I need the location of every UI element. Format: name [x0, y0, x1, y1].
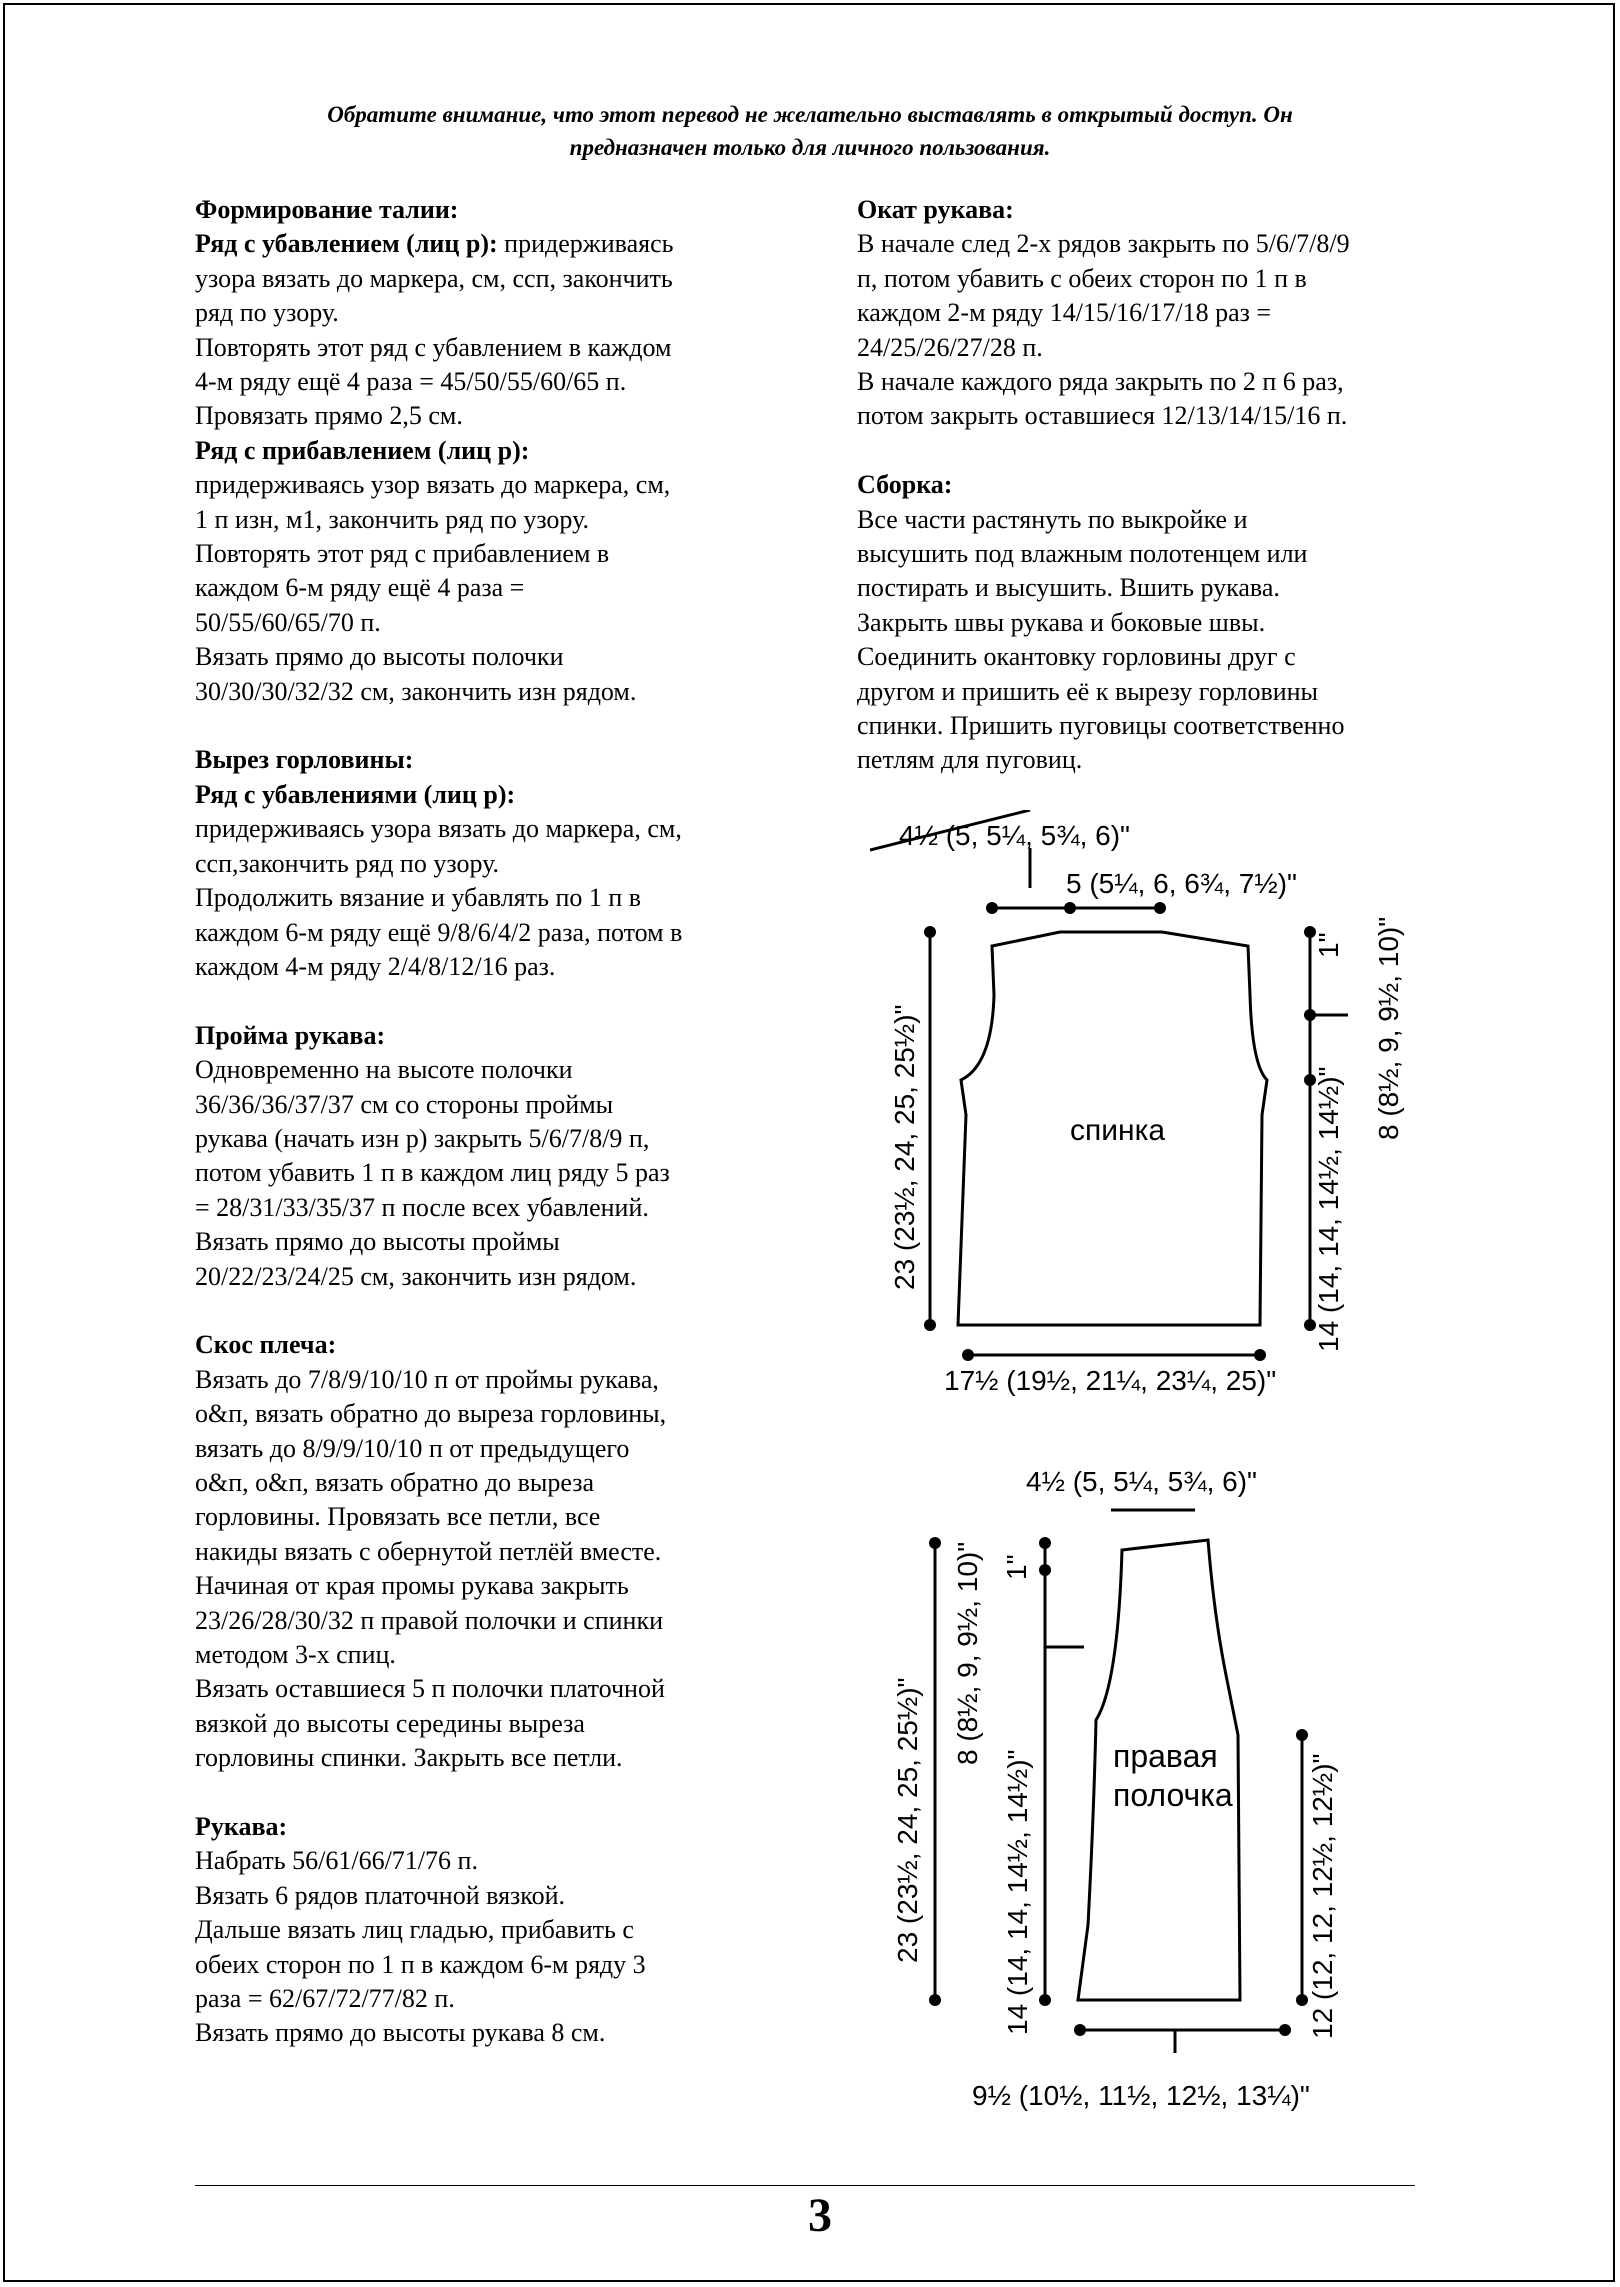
text-line	[195, 1122, 785, 1156]
body-text: Начиная от края промы рукава закрыть	[195, 1571, 629, 1601]
body-text: 1 п изн, м1, закончить ряд по узору.	[195, 504, 589, 534]
body-text: методом 3-х спиц.	[195, 1640, 396, 1670]
body-text: другом и пришить её к вырезу горловины	[857, 676, 1319, 706]
paragraph-gap	[195, 709, 785, 743]
back-bottom-dim: 17½ (19½, 21¼, 23¼, 25)"	[944, 1365, 1277, 1396]
text-line	[857, 743, 1457, 777]
translation-notice	[190, 98, 1430, 164]
text-line	[195, 1191, 785, 1225]
text-line	[857, 262, 1457, 296]
text-line	[195, 365, 785, 399]
text-line	[195, 1053, 785, 1087]
text-line	[195, 1672, 785, 1706]
back-piece-label: спинка	[1070, 1114, 1166, 1147]
front-piece-label-line1: правая	[1113, 1738, 1218, 1774]
body-text: спинки. Пришить пуговицы соответственно	[857, 711, 1345, 741]
text-line	[857, 709, 1457, 743]
body-text: потом убавить 1 п в каждом лиц ряду 5 раз	[195, 1158, 670, 1188]
back-piece-diagram	[870, 810, 1430, 1410]
bold-heading: Сборка:	[857, 470, 953, 500]
front-edge-dim: 12 (12, 12, 12½, 12½)"	[1307, 1753, 1338, 2039]
body-text: придерживаясь	[497, 229, 674, 259]
front-shoulder-dim: 1"	[1001, 1554, 1032, 1580]
text-line	[195, 296, 785, 330]
text-line	[857, 296, 1457, 330]
back-top-left-dim: 4½ (5, 5¼, 5¾, 6)"	[899, 820, 1130, 851]
bold-heading: Ряд с убавлением (лиц р):	[195, 229, 498, 259]
text-line	[195, 1913, 785, 1947]
body-text: 23/26/28/30/32 п правой полочки и спинки	[195, 1605, 664, 1635]
body-text: ряд по узору.	[195, 298, 339, 328]
paragraph-gap	[195, 1776, 785, 1810]
text-line	[857, 537, 1457, 571]
body-text: петлям для пуговиц.	[857, 745, 1083, 775]
paragraph-gap	[195, 984, 785, 1018]
body-text: каждом 2-м ряду 14/15/16/17/18 раз =	[857, 298, 1272, 328]
right-text-column	[857, 193, 1457, 778]
text-line	[857, 571, 1457, 605]
text-line	[195, 1363, 785, 1397]
text-line	[857, 675, 1457, 709]
body-text: Одновременно на высоте полочки	[195, 1055, 573, 1085]
back-side-dim: 14 (14, 14, 14½, 14½)"	[1313, 1066, 1344, 1352]
front-total-height-dim: 23 (23½, 24, 25, 25½)"	[892, 1677, 923, 1963]
back-left-height-dim: 23 (23½, 24, 25, 25½)"	[889, 1004, 920, 1290]
body-text: каждом 4-м ряду 2/4/8/12/16 раз.	[195, 951, 556, 981]
body-text: Вязать прямо до высоты полочки	[195, 642, 564, 672]
body-text: Все части растянуть по выкройке и	[857, 504, 1248, 534]
body-text: узора вязать до маркера, см, ссп, закончить	[195, 263, 673, 293]
body-text: ссп,закончить ряд по узору.	[195, 848, 500, 878]
text-line	[195, 881, 785, 915]
text-line	[195, 227, 785, 261]
text-line	[857, 606, 1457, 640]
body-text: рукава (начать изн р) закрыть 5/6/7/8/9 п,	[195, 1123, 650, 1153]
text-line	[195, 1741, 785, 1775]
text-line	[195, 434, 785, 468]
front-side-dim: 14 (14, 14, 14½, 14½)"	[1002, 1749, 1033, 2035]
body-text: горловины. Провязать все петли, все	[195, 1502, 601, 1532]
body-text: придерживаясь узор вязать до маркера, см,	[195, 470, 671, 500]
text-line	[195, 743, 785, 777]
text-line	[195, 468, 785, 502]
page-number: 3	[808, 2189, 832, 2242]
body-text: вязать до 8/9/9/10/10 п от предыдущего	[195, 1433, 630, 1463]
front-armhole-dim: 8 (8½, 9, 9½, 10)"	[952, 1541, 983, 1765]
body-text: придерживаясь узора вязать до маркера, см,	[195, 814, 682, 844]
body-text: В начале каждого ряда закрыть по 2 п 6 раз,	[857, 367, 1344, 397]
text-line	[857, 227, 1457, 261]
body-text: Соединить окантовку горловины друг с	[857, 642, 1296, 672]
text-line	[195, 262, 785, 296]
text-line	[195, 950, 785, 984]
front-bottom-dim: 9½ (10½, 11½, 12½, 13¼)"	[972, 2080, 1310, 2111]
back-armhole-dim: 8 (8½, 9, 9½, 10)"	[1373, 916, 1404, 1140]
body-text: Набрать 56/61/66/71/76 п.	[195, 1846, 478, 1876]
text-line	[195, 1019, 785, 1053]
text-line	[195, 1432, 785, 1466]
text-line	[195, 2016, 785, 2050]
text-line	[195, 399, 785, 433]
text-line	[195, 1879, 785, 1913]
body-text: Вязать прямо до высоты проймы	[195, 1227, 560, 1257]
text-line	[857, 365, 1457, 399]
body-text: о&п, вязать обратно до выреза горловины,	[195, 1399, 667, 1429]
notice-line-2: предназначен только для личного пользования.	[569, 135, 1051, 160]
text-line	[195, 1604, 785, 1638]
text-line	[195, 537, 785, 571]
text-line	[195, 1328, 785, 1362]
front-top-dim: 4½ (5, 5¼, 5¾, 6)"	[1026, 1466, 1257, 1497]
text-line	[195, 1225, 785, 1259]
body-text: 4-м ряду ещё 4 раза = 45/50/55/60/65 п.	[195, 367, 627, 397]
body-text: Продолжить вязание и убавлять по 1 п в	[195, 883, 642, 913]
body-text: 36/36/36/37/37 см со стороны проймы	[195, 1089, 614, 1119]
bold-heading: Пройма рукава:	[195, 1020, 386, 1050]
bold-heading: Вырез горловины:	[195, 745, 414, 775]
text-line	[195, 1156, 785, 1190]
bold-heading: Рукава:	[195, 1812, 288, 1842]
text-line	[857, 640, 1457, 674]
text-line	[857, 468, 1457, 502]
body-text: 24/25/26/27/28 п.	[857, 332, 1043, 362]
paragraph-gap	[195, 1294, 785, 1328]
text-line	[195, 1844, 785, 1878]
text-line	[857, 503, 1457, 537]
text-line	[195, 1260, 785, 1294]
text-line	[195, 812, 785, 846]
back-top-right-dim: 5 (5¼, 6, 6¾, 7½)"	[1066, 868, 1297, 899]
body-text: постирать и высушить. Вшить рукава.	[857, 573, 1280, 603]
text-line	[195, 1500, 785, 1534]
text-line	[195, 1088, 785, 1122]
text-line	[195, 1466, 785, 1500]
bold-heading: Ряд с убавлениями (лиц р):	[195, 779, 516, 809]
body-text: раза = 62/67/72/77/82 п.	[195, 1984, 455, 2014]
body-text: Закрыть швы рукава и боковые швы.	[857, 607, 1266, 637]
text-line	[195, 1982, 785, 2016]
body-text: Повторять этот ряд с убавлением в каждом	[195, 332, 672, 362]
text-line	[195, 571, 785, 605]
front-piece-diagram	[870, 1455, 1430, 2125]
text-line	[195, 916, 785, 950]
text-line	[195, 1810, 785, 1844]
body-text: вязкой до высоты середины выреза	[195, 1708, 585, 1738]
back-shoulder-dim: 1"	[1313, 932, 1344, 958]
text-line	[195, 503, 785, 537]
body-text: 50/55/60/65/70 п.	[195, 607, 381, 637]
body-text: 30/30/30/32/32 см, закончить изн рядом.	[195, 676, 637, 706]
paragraph-gap	[857, 434, 1457, 468]
body-text: потом закрыть оставшиеся 12/13/14/15/16 п.	[857, 401, 1348, 431]
text-line	[195, 847, 785, 881]
text-line	[195, 778, 785, 812]
body-text: горловины спинки. Закрыть все петли.	[195, 1743, 623, 1773]
front-piece-label-line2: полочка	[1113, 1777, 1233, 1813]
bold-heading: Окат рукава:	[857, 195, 1014, 224]
body-text: накиды вязать с обернутой петлёй вместе.	[195, 1536, 662, 1566]
body-text: Вязать 6 рядов платочной вязкой.	[195, 1880, 566, 1910]
text-line	[195, 640, 785, 674]
body-text: Дальше вязать лиц гладью, прибавить с	[195, 1915, 634, 1945]
notice-line-1: Обратите внимание, что этот перевод не желательно выставлять в открытый доступ. Он	[327, 102, 1293, 127]
body-text: о&п, о&п, вязать обратно до выреза	[195, 1467, 595, 1497]
body-text: 20/22/23/24/25 см, закончить изн рядом.	[195, 1261, 637, 1291]
left-text-column	[195, 193, 785, 2051]
body-text: п, потом убавить с обеих сторон по 1 п в	[857, 263, 1307, 293]
body-text: обеих сторон по 1 п в каждом 6-м ряду 3	[195, 1949, 646, 1979]
body-text: Вязать до 7/8/9/10/10 п от проймы рукава,	[195, 1364, 659, 1394]
bold-heading: Скос плеча:	[195, 1330, 337, 1360]
text-line	[195, 1569, 785, 1603]
text-line	[857, 331, 1457, 365]
text-line	[195, 1707, 785, 1741]
body-text: Повторять этот ряд с прибавлением в	[195, 539, 610, 569]
body-text: Вязать оставшиеся 5 п полочки платочной	[195, 1674, 665, 1704]
text-line	[195, 1397, 785, 1431]
bold-heading: Формирование талии:	[195, 195, 459, 224]
bold-heading: Ряд с прибавлением (лиц р):	[195, 435, 530, 465]
text-line	[857, 193, 1457, 227]
text-line	[195, 1638, 785, 1672]
text-line	[195, 675, 785, 709]
text-line	[195, 1948, 785, 1982]
text-line	[195, 606, 785, 640]
text-line	[857, 399, 1457, 433]
body-text: Провязать прямо 2,5 см.	[195, 401, 463, 431]
body-text: = 28/31/33/35/37 п после всех убавлений.	[195, 1192, 649, 1222]
body-text: каждом 6-м ряду ещё 9/8/6/4/2 раза, потом в	[195, 917, 683, 947]
text-line	[195, 1535, 785, 1569]
text-line	[195, 193, 785, 227]
body-text: каждом 6-м ряду ещё 4 раза =	[195, 573, 525, 603]
body-text: В начале след 2-х рядов закрыть по 5/6/7/8/9	[857, 229, 1350, 259]
body-text: высушить под влажным полотенцем или	[857, 539, 1308, 569]
text-line	[195, 331, 785, 365]
body-text: Вязать прямо до высоты рукава 8 см.	[195, 2018, 606, 2048]
